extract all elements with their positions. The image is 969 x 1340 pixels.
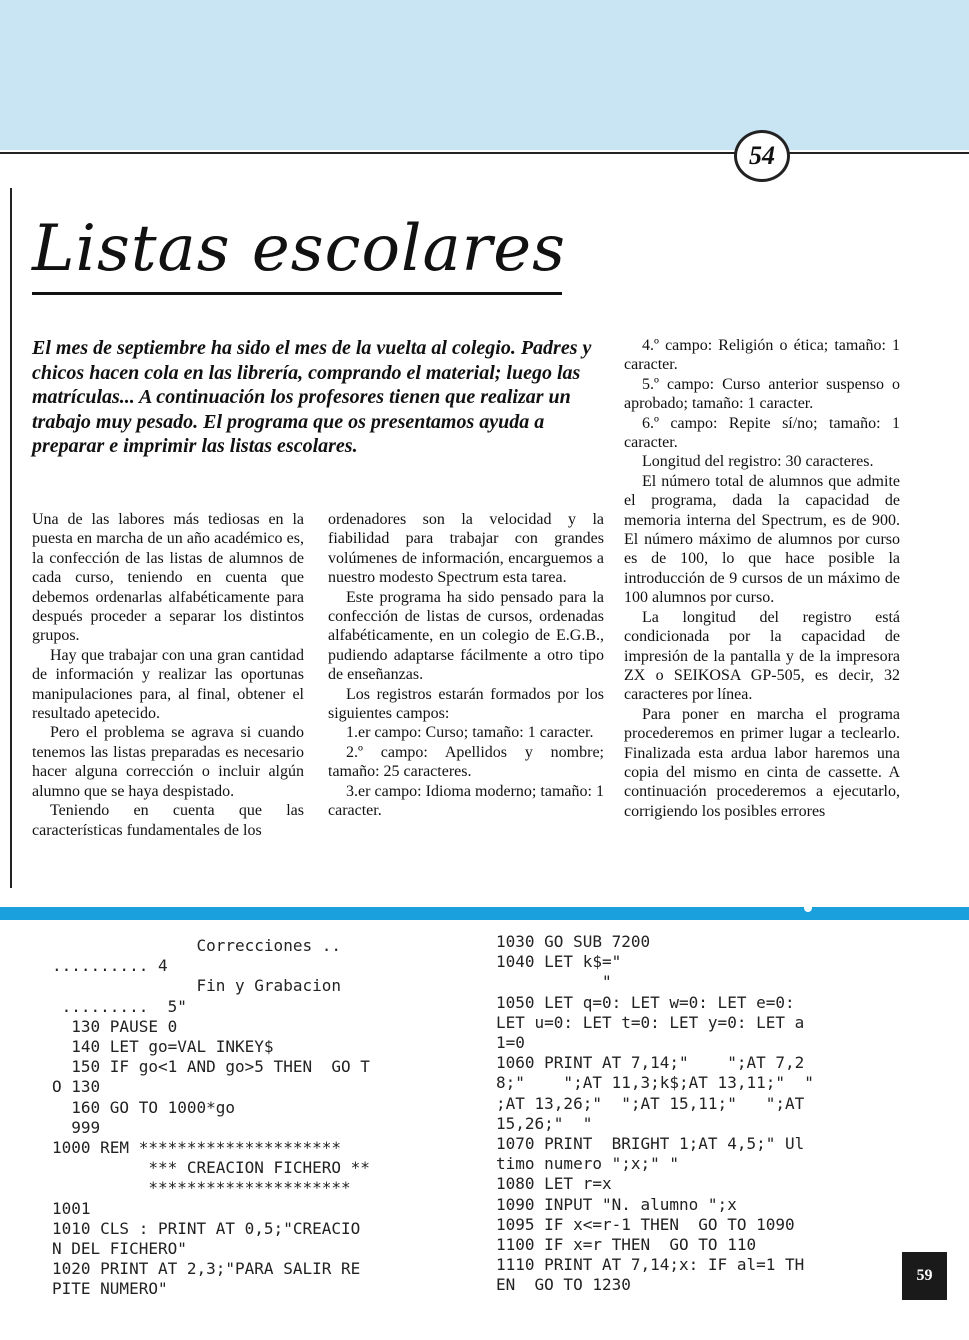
title-underline bbox=[32, 292, 562, 295]
program-listing-left: Correcciones .. .......... 4 Fin y Grabacion ......... 5" 130 PAUSE 0 140 LET go=VAL INKEY$ 150 IF go<1 AND go>5 THEN GO T O 130 160 GO TO 1000*go 999 1000 REM ********************* *** CREACION FICHERO ** ********************* 1001 1010 CLS : PRINT AT 0,5;"CREACIO N DEL FICHERO" 1020 PRINT AT 2,3;"PARA SALIR RE PITE NUMERO" bbox=[52, 936, 370, 1299]
paragraph: El número total de alumnos que admite el programa, dada la capacidad de memoria interna del Spectrum, es de 900. El número máximo de alumnos por curso es de 100, lo que hace posible la introducción de 9 cursos de un máximo de 100 alumnos por curso. bbox=[624, 472, 900, 607]
text-column-2 bbox=[328, 510, 604, 821]
program-listing-right: 1030 GO SUB 7200 1040 LET k$=" " 1050 LET q=0: LET w=0: LET e=0: LET u=0: LET t=0: LET y=0: LET a 1=0 1060 PRINT AT 7,14;" ";AT 7,2 8;" ";AT 11,3;k$;AT 13,11;" " ;AT 13,26;" ";AT 15,11;" ";AT 15,26;" " 1070 PRINT BRIGHT 1;AT 4,5;" Ul timo numero ";x;" " 1080 LET r=x 1090 INPUT "N. alumno ";x 1095 IF x<=r-1 THEN GO TO 1090 1100 IF x=r THEN GO TO 110 1110 PRINT AT 7,14;x: IF al=1 TH EN GO TO 1230 bbox=[496, 932, 814, 1295]
paragraph: Teniendo en cuenta que las características fundamentales de los bbox=[32, 802, 304, 839]
left-margin-bar bbox=[0, 188, 12, 888]
paragraph: 4.º campo: Religión o ética; tamaño: 1 caracter. bbox=[624, 337, 900, 374]
paragraph: 5.º campo: Curso anterior suspenso o aprobado; tamaño: 1 caracter. bbox=[624, 375, 900, 413]
header-band bbox=[0, 0, 969, 150]
paragraph: Pero el problema se agrava si cuando tenemos las listas preparadas es necesario hacer alguna corrección o incluir algún alumno que se haya despistado. bbox=[32, 724, 304, 800]
paragraph: Para poner en marcha el programa procederemos en primer lugar a teclearlo. Finalizada esta ardua labor haremos una copia del mismo en cinta de cassette. A continuación procederemos a ejecutarlo, corrigiendo los posibles errores bbox=[624, 705, 900, 820]
paragraph: La longitud del registro está condicionada por la capacidad de impresión de la pantalla y de la impresora ZX o SEIKOSA GP-505, es decir, 32 caracteres por línea. bbox=[624, 608, 900, 704]
header-rule bbox=[0, 152, 969, 154]
issue-number-badge: 54 bbox=[734, 130, 790, 182]
text-column-1 bbox=[32, 510, 304, 840]
paragraph: Hay que trabajar con una gran cantidad de información y realizar las oportunas manipulaciones para, al final, obtener el resultado apetecido. bbox=[32, 646, 304, 723]
paragraph: Los registros estarán formados por los siguientes campos: bbox=[328, 685, 604, 723]
paragraph: ordenadores son la velocidad y la fiabilidad para trabajar con grandes volúmenes de información, encarguemos a nuestro modesto Spectrum esta tarea. bbox=[328, 511, 604, 587]
divider-dot bbox=[804, 904, 812, 912]
paragraph: 1.er campo: Curso; tamaño: 1 caracter. bbox=[346, 724, 594, 742]
paragraph: Longitud del registro: 30 caracteres. bbox=[642, 453, 874, 471]
paragraph: Este programa ha sido pensado para la confección de listas de cursos, ordenadas alfabéticamente, en un colegio de E.G.B., pudiendo adaptarse fácilmente a otro tipo de enseñanzas. bbox=[328, 588, 604, 684]
paragraph: 2.º campo: Apellidos y nombre; tamaño: 25 caracteres. bbox=[328, 743, 604, 781]
article-title: Listas escolares bbox=[32, 212, 566, 286]
article-intro: El mes de septiembre ha sido el mes de la vuelta al colegio. Padres y chicos hacen cola en las librería, comprando el material; luego las matrículas... A continuación los profesores tienen que realizar un trabajo muy pesado. El programa que os presentamos ayuda a preparar e imprimir las listas escolares. bbox=[32, 337, 592, 457]
page-number: 59 bbox=[902, 1252, 947, 1300]
paragraph: 3.er campo: Idioma moderno; tamaño: 1 caracter. bbox=[328, 782, 604, 820]
section-divider-band bbox=[0, 907, 969, 920]
paragraph: Una de las labores más tediosas en la puesta en marcha de un año académico es, la confección de las listas de alumnos de cada curso, teniendo en cuenta que debemos ordenarlas alfabéticamente para después proceder a separar los distintos grupos. bbox=[32, 511, 304, 645]
paragraph: 6.º campo: Repite sí/no; tamaño: 1 caracter. bbox=[624, 414, 900, 452]
text-column-3 bbox=[624, 336, 900, 821]
